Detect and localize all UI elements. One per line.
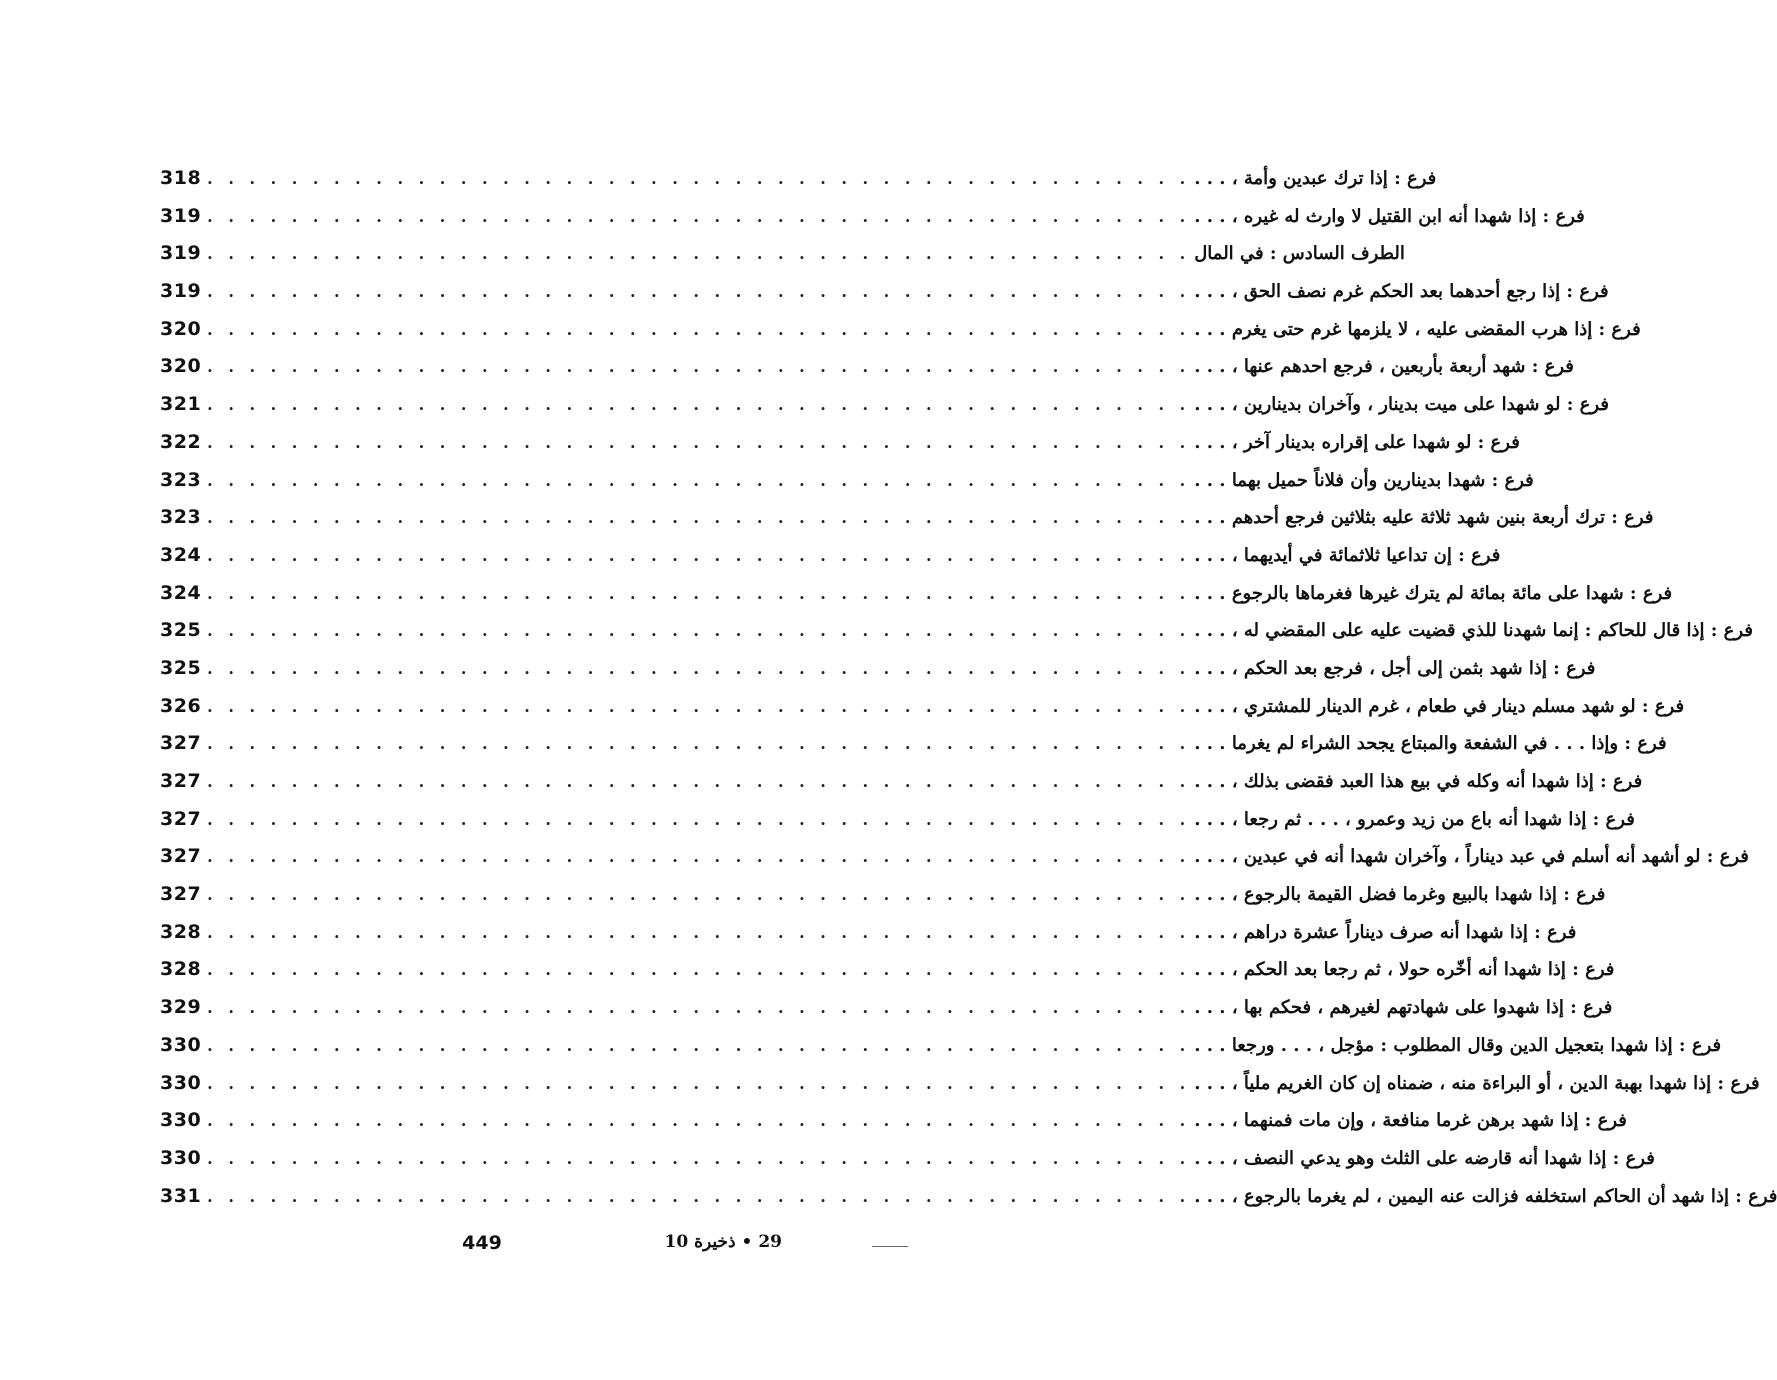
toc-page-number: 321 [160,393,202,416]
toc-entry-title: فرع : إذا شهدا أنه قارضه على الثلث وهو يدعي النصف ، . . . [1194,1147,1655,1169]
toc-entry [160,650,1596,688]
table-of-contents [160,160,1777,1215]
toc-dot-leader: . . . . . . . . . . . . . . . . . . . . . . . . . . . . . . . . . . . . . . . . . . . . . . . [207,282,1191,302]
toc-page-number: 325 [160,619,202,642]
toc-dot-leader: . . . . . . . . . . . . . . . . . . . . . . . . . . . . . . . . . . . . . . . . . . . . . . . [207,357,1191,377]
toc-page-number: 331 [160,1184,202,1207]
toc-page-number: 327 [160,845,202,868]
toc-dot-leader: . . . . . . . . . . . . . . . . . . . . . . . . . . . . . . . . . . . . . . . . . . . . . . . [207,545,1191,565]
toc-entry-title: فرع : ترك أربعة بنين شهد ثلاثة عليه بثلاثين فرجع أحدهم . . . [1194,507,1654,529]
toc-dot-leader: . . . . . . . . . . . . . . . . . . . . . . . . . . . . . . . . . . . . . . . . . . . . . . . [207,395,1191,415]
toc-entry [160,386,1609,424]
toc-page-number: 328 [160,958,202,981]
toc-page-number: 327 [160,883,202,906]
toc-page-number: 330 [160,1033,202,1056]
toc-entry-title: فرع : لو شهد مسلم دينار في طعام ، غرم الدينار للمشتري ، . . . [1194,695,1685,717]
toc-entry-title: فرع : إذا شهدوا على شهادتهم لغيرهم ، فحكم بها ، . . . [1194,997,1613,1019]
toc-page-number: 323 [160,468,202,491]
toc-entry [160,273,1609,311]
toc-dot-leader: . . . . . . . . . . . . . . . . . . . . . . . . . . . . . . . . . . . . . . . . . . . . . . . [207,809,1191,829]
toc-entry-title: فرع : وإذا . . . في الشفعة والمبتاع يجحد الشراء لم يغرما . . . [1194,733,1667,755]
toc-page-number: 323 [160,506,202,529]
toc-section-heading [160,235,1405,273]
toc-entry [160,951,1615,989]
toc-page-number: 327 [160,770,202,792]
toc-entry [160,763,1643,801]
toc-dot-leader: . . . . . . . . . . . . . . . . . . . . . . . . . . . . . . . . . . . . . . . . . . . . . . . [207,244,1191,264]
toc-dot-leader: . . . . . . . . . . . . . . . . . . . . . . . . . . . . . . . . . . . . . . . . . . . . . . . [207,1111,1191,1131]
toc-page-number: 330 [160,1071,202,1094]
toc-entry [160,612,1753,650]
toc-entry-title: فرع : إذا هرب المقضى عليه ، لا يلزمها غرم حتى يغرم . . . [1194,318,1641,340]
toc-entry [160,989,1613,1027]
toc-entry-title: فرع : إذا شهدا أنه صرف ديناراً عشرة دراهم ، . . . [1194,921,1577,943]
toc-dot-leader: . . . . . . . . . . . . . . . . . . . . . . . . . . . . . . . . . . . . . . . . . . . . . . . [207,772,1191,791]
toc-entry [160,1027,1722,1065]
toc-page-number: 326 [160,694,202,717]
toc-entry-title: فرع : شهدا على مائة بمائة لم يترك غيرها فغرماها بالرجوع . . . [1194,582,1673,604]
toc-entry [160,160,1437,198]
toc-entry [160,1065,1760,1103]
toc-entry [160,838,1749,876]
toc-entry-title: فرع : شهدا بدينارين وأن فلاناً حميل بهما . . . [1194,469,1534,491]
toc-entry-title: فرع : لو أشهد أنه أسلم في عبد ديناراً ، وآخران شهدا أنه في عبدين ، . . . [1194,846,1749,868]
toc-page-number: 324 [160,581,202,604]
toc-page-number: 327 [160,732,202,755]
corner-rule-divider [872,1246,908,1247]
toc-entry-title: فرع : إذا شهدا بتعجيل الدين وقال المطلوب : مؤجل ، . . . ورجعا . . . [1194,1034,1722,1056]
toc-dot-leader: . . . . . . . . . . . . . . . . . . . . . . . . . . . . . . . . . . . . . . . . . . . . . . . [207,583,1191,603]
toc-entry [160,725,1667,763]
toc-entry-title: فرع : إن تداعيا ثلاثمائة في أيديهما ، . . . [1194,544,1501,566]
toc-entry [160,537,1501,575]
toc-page-number: 319 [160,280,202,303]
toc-entry [160,1178,1777,1216]
toc-dot-leader: . . . . . . . . . . . . . . . . . . . . . . . . . . . . . . . . . . . . . . . . . . . . . . . [207,734,1191,754]
toc-page-number: 329 [160,996,202,1019]
toc-entry-title: فرع : إذا ترك عبدين وأمة ، . . . [1194,168,1437,189]
toc-entry [160,801,1635,839]
toc-entry-title: فرع : إذا شهد برهن غرما منافعة ، وإن مات فمنهما ، . . . [1194,1110,1627,1132]
toc-dot-leader: . . . . . . . . . . . . . . . . . . . . . . . . . . . . . . . . . . . . . . . . . . . . . . . [207,1035,1191,1055]
toc-entry-title: فرع : شهد أربعة بأربعين ، فرجع احدهم عنها ، . . . [1194,356,1574,378]
toc-dot-leader: . . . . . . . . . . . . . . . . . . . . . . . . . . . . . . . . . . . . . . . . . . . . . . . [207,885,1191,905]
toc-entry-title: فرع : لو شهدا على ميت بدينار ، وآخران بدينارين ، . . . [1194,394,1609,416]
toc-entry-title: فرع : إذا شهدا أنه وكله في بيع هذا العبد فقضى بذلك ، . . . [1194,771,1643,792]
toc-entry [160,499,1654,537]
toc-page-number: 319 [160,204,202,227]
toc-dot-leader: . . . . . . . . . . . . . . . . . . . . . . . . . . . . . . . . . . . . . . . . . . . . . . . [207,319,1191,339]
toc-entry-title: فرع : إذا شهدا بالبيع وغرما فضل القيمة بالرجوع ، . . . [1194,884,1606,906]
toc-dot-leader: . . . . . . . . . . . . . . . . . . . . . . . . . . . . . . . . . . . . . . . . . . . . . . . [207,508,1191,528]
toc-dot-leader: . . . . . . . . . . . . . . . . . . . . . . . . . . . . . . . . . . . . . . . . . . . . . . . [207,1073,1191,1093]
toc-entry-title: فرع : إذا شهد أن الحاكم استخلفه فزالت عنه اليمين ، لم يغرما بالرجوع ، . . . [1194,1185,1777,1207]
toc-dot-leader: . . . . . . . . . . . . . . . . . . . . . . . . . . . . . . . . . . . . . . . . . . . . . . . [207,998,1191,1018]
toc-dot-leader: . . . . . . . . . . . . . . . . . . . . . . . . . . . . . . . . . . . . . . . . . . . . . . . [207,470,1191,490]
toc-entry-title: فرع : إذا شهدا أنه أخّره حولا ، ثم رجعا بعد الحكم ، . . . [1194,959,1615,981]
toc-page-number: 330 [160,1146,202,1169]
toc-page-number: 319 [160,242,202,265]
toc-entry [160,424,1520,462]
toc-page-number: 330 [160,1109,202,1132]
toc-dot-leader: . . . . . . . . . . . . . . . . . . . . . . . . . . . . . . . . . . . . . . . . . . . . . . . [207,1148,1191,1168]
toc-dot-leader: . . . . . . . . . . . . . . . . . . . . . . . . . . . . . . . . . . . . . . . . . . . . . . . [207,847,1191,867]
toc-dot-leader: . . . . . . . . . . . . . . . . . . . . . . . . . . . . . . . . . . . . . . . . . . . . . . . [207,658,1191,678]
toc-entry [160,876,1606,914]
toc-entry [160,688,1685,726]
toc-entry [160,575,1673,613]
toc-dot-leader: . . . . . . . . . . . . . . . . . . . . . . . . . . . . . . . . . . . . . . . . . . . . . . . [207,1186,1191,1206]
toc-page-number: 320 [160,317,202,340]
toc-entry [160,348,1574,386]
toc-entry [160,914,1577,952]
toc-dot-leader: . . . . . . . . . . . . . . . . . . . . . . . . . . . . . . . . . . . . . . . . . . . . . . . [207,696,1191,716]
toc-entry-title: فرع : إذا شهدا بهبة الدين ، أو البراءة منه ، ضمناه إن كان الغريم ملياً ، . . . [1194,1072,1760,1094]
toc-page-number: 325 [160,656,202,679]
toc-entry-title: فرع : إذا شهدا أنه ابن القتيل لا وارث له غيره ، . . . [1194,205,1585,227]
toc-entry [160,198,1585,236]
toc-entry-title: فرع : إذا شهدا أنه باع من زيد وعمرو ، . . . ثم رجعا ، . . . [1194,808,1635,830]
toc-dot-leader: . . . . . . . . . . . . . . . . . . . . . . . . . . . . . . . . . . . . . . . . . . . . . . . [207,206,1191,226]
toc-page-number: 320 [160,355,202,378]
toc-dot-leader: . . . . . . . . . . . . . . . . . . . . . . . . . . . . . . . . . . . . . . . . . . . . . . . [207,621,1191,641]
toc-dot-leader: . . . . . . . . . . . . . . . . . . . . . . . . . . . . . . . . . . . . . . . . . . . . . . . [207,169,1191,188]
toc-entry [160,311,1641,349]
toc-entry [160,1102,1627,1140]
toc-entry-title: الطرف السادس : في المال [1194,243,1405,265]
toc-entry [160,462,1534,500]
toc-page-number: 322 [160,430,202,453]
toc-dot-leader: . . . . . . . . . . . . . . . . . . . . . . . . . . . . . . . . . . . . . . . . . . . . . . . [207,922,1191,942]
toc-dot-leader: . . . . . . . . . . . . . . . . . . . . . . . . . . . . . . . . . . . . . . . . . . . . . . . [207,432,1191,452]
toc-entry-title: فرع : لو شهدا على إقراره بدينار آخر ، . . . [1194,431,1520,453]
toc-page-number: 318 [160,167,202,189]
signature-mark: 29 • ذخيرة 10 [664,1232,782,1252]
toc-entry [160,1140,1655,1178]
toc-entry-title: فرع : إذا رجع أحدهما بعد الحكم غرم نصف الحق ، . . . [1194,281,1609,303]
toc-dot-leader: . . . . . . . . . . . . . . . . . . . . . . . . . . . . . . . . . . . . . . . . . . . . . . . [207,960,1191,980]
page-number: 449 [462,1232,502,1254]
toc-page-number: 328 [160,920,202,943]
toc-entry-title: فرع : إذا قال للحاكم : إنما شهدنا للذي قضيت عليه على المقضي له ، . . . [1194,620,1753,642]
toc-entry-title: فرع : إذا شهد بثمن إلى أجل ، فرجع بعد الحكم ، . . . [1194,657,1596,679]
toc-page-number: 327 [160,807,202,830]
toc-page-number: 324 [160,543,202,566]
